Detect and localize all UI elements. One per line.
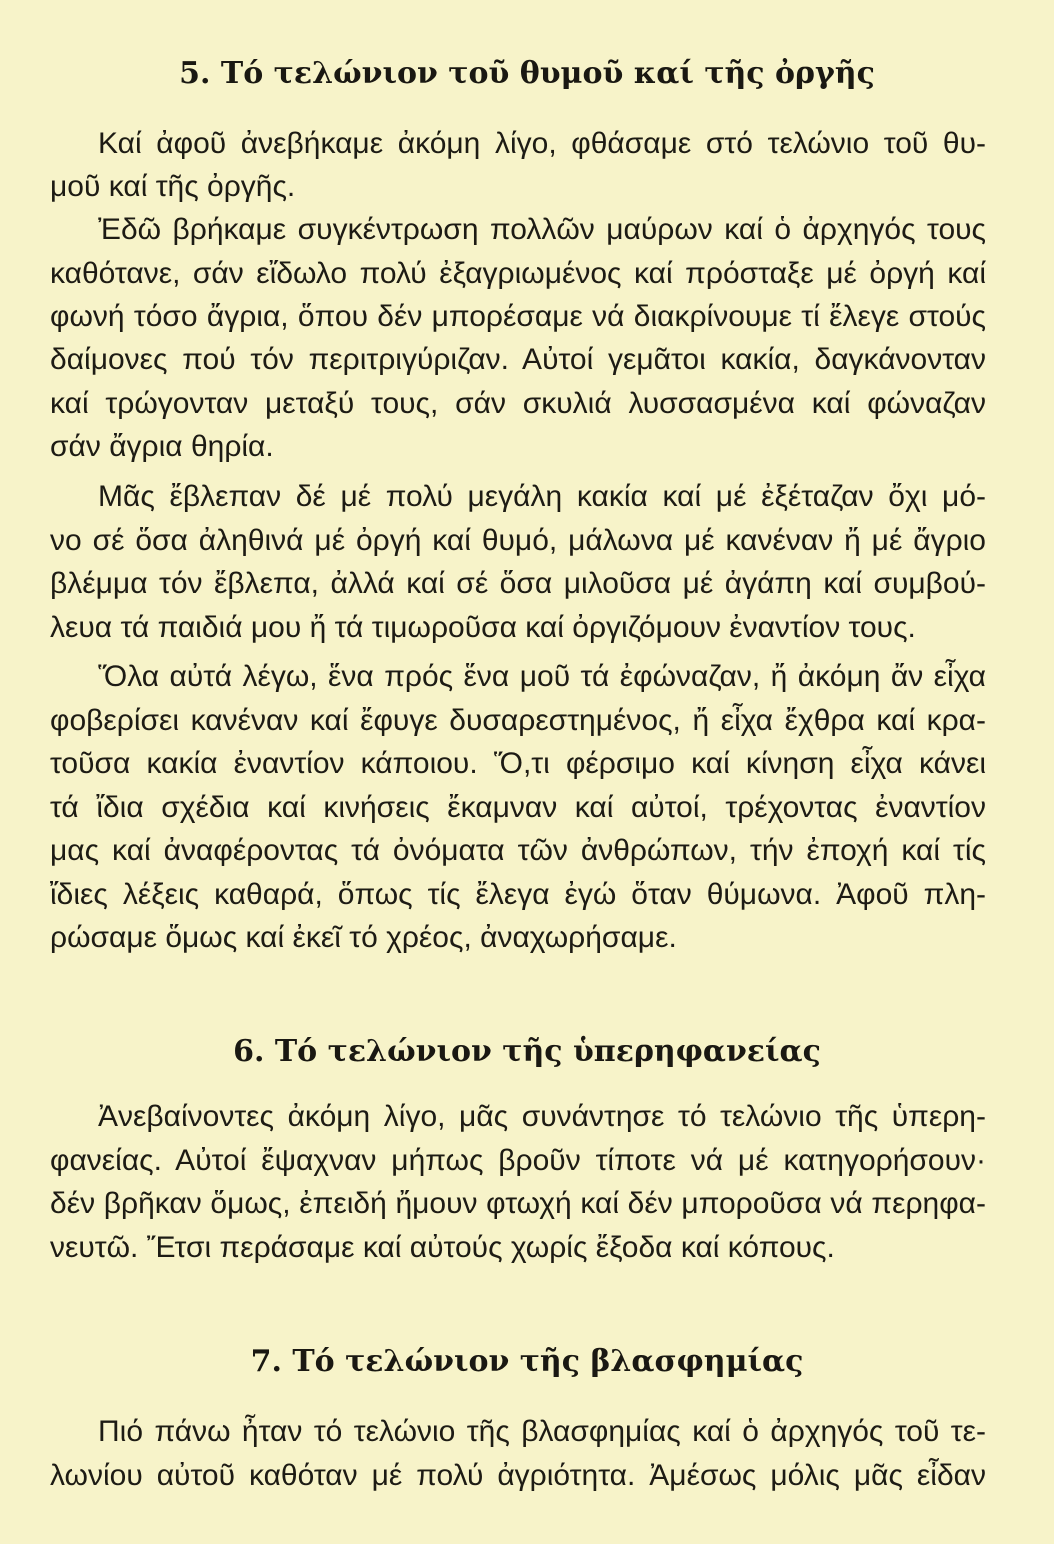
text-line: Ὅλα αὐτά λέγω, ἕνα πρός ἕνα μοῦ τά ἐφώναζαν, ἤ ἀκόμη ἄν εἶχα [98,660,986,693]
text-line: Καί ἀφοῦ ἀνεβήκαμε ἀκόμη λίγο, φθάσαμε στό τελώνιο τοῦ θυ- [98,127,986,160]
section-heading-7: 7. Τό τελώνιον τῆς βλασφημίας [250,1344,804,1379]
text-line: δέν βρῆκαν ὅμως, ἐπειδή ἤμουν φτωχή καί δέν μποροῦσα νά περηφα- [50,1187,986,1220]
text-line: τά ἴδια σχέδια καί κινήσεις ἔκαμναν καί αὐτοί, τρέχοντας ἐναντίον [50,791,986,824]
text-line: καθότανε, σάν εἴδωλο πολύ ἐξαγριωμένος καί πρόσταξε μέ ὀργή καί [50,257,986,290]
text-line: δαίμονες πού τόν περιτριγύριζαν. Αὐτοί γεμᾶτοι κακία, δαγκάνονταν [50,343,986,376]
text-line: μας καί ἀναφέροντας τά ὀνόματα τῶν ἀνθρώπων, τήν ἐποχή καί τίς [50,834,986,867]
text-line: βλέμμα τόν ἔβλεπα, ἀλλά καί σέ ὅσα μιλοῦσα μέ ἀγάπη καί συμβού- [50,567,986,600]
text-line: φωνή τόσο ἄγρια, ὅπου δέν μπορέσαμε νά διακρίνουμε τί ἔλεγε στούς [50,300,986,333]
text-line: φανείας. Αὐτοί ἔψαχναν μήπως βροῦν τίποτε νά μέ κατηγορήσουν· [50,1144,986,1177]
text-line: νο σέ ὅσα ἀληθινά μέ ὀργή καί θυμό, μάλωνα μέ κανέναν ἤ μέ ἄγριο [50,524,986,557]
text-line: Ἐδῶ βρήκαμε συγκέντρωση πολλῶν μαύρων καί ὁ ἀρχηγός τους [98,213,986,246]
text-line: μοῦ καί τῆς ὀργῆς. [50,170,296,203]
section-heading-5: 5. Τό τελώνιον τοῦ θυμοῦ καί τῆς ὀργῆς [179,56,875,91]
text-line: Μᾶς ἔβλεπαν δέ μέ πολύ μεγάλη κακία καί μέ ἐξέταζαν ὄχι μό- [98,480,986,513]
text-line: λωνίου αὐτοῦ καθόταν μέ πολύ ἀγριότητα. Ἀμέσως μόλις μᾶς εἶδαν [50,1459,986,1492]
text-line: Πιό πάνω ἦταν τό τελώνιο τῆς βλασφημίας καί ὁ ἀρχηγός τοῦ τε- [98,1415,986,1448]
text-line: λευα τά παιδιά μου ἤ τά τιμωροῦσα καί ὀργιζόμουν ἐναντίον τους. [50,611,916,644]
text-line: Ἀνεβαίνοντες ἀκόμη λίγο, μᾶς συνάντησε τό τελώνιο τῆς ὑπερη- [98,1100,986,1133]
text-line: καί τρώγονταν μεταξύ τους, σάν σκυλιά λυσσασμένα καί φώναζαν [50,387,986,420]
section-heading-6: 6. Τό τελώνιον τῆς ὑπερηφανείας [233,1034,821,1069]
text-line: σάν ἄγρια θηρία. [50,430,274,463]
text-line: τοῦσα κακία ἐναντίον κάποιου. Ὅ,τι φέρσιμο καί κίνηση εἶχα κάνει [50,747,986,780]
text-line: νευτῶ. Ἔτσι περάσαμε καί αὐτούς χωρίς ἔξοδα καί κόπους. [50,1231,835,1264]
text-line: ἴδιες λέξεις καθαρά, ὅπως τίς ἔλεγα ἐγώ ὅταν θύμωνα. Ἀφοῦ πλη- [50,878,986,911]
text-line: φοβερίσει κανέναν καί ἔφυγε δυσαρεστημένος, ἤ εἶχα ἔχθρα καί κρα- [50,704,986,737]
text-line: ρώσαμε ὅμως καί ἐκεῖ τό χρέος, ἀναχωρήσαμε. [50,921,677,954]
